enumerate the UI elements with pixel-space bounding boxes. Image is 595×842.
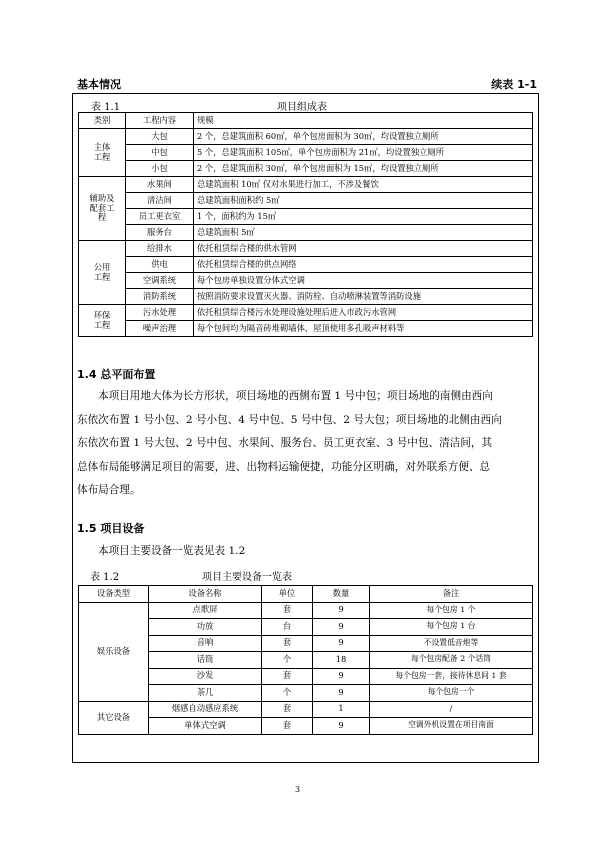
table-row <box>79 701 533 718</box>
table-header-row <box>79 113 533 129</box>
desc-cell: 每个包间均为隔音砖堆砌墙体，屋顶使用多孔吸声材料等 <box>194 321 533 337</box>
item-cell: 空调系统 <box>126 273 194 289</box>
desc-cell: 依托租赁综合楼的供水管网 <box>194 241 533 257</box>
header-left: 基本情况 <box>77 78 121 91</box>
equipment-unit-cell: 套 <box>262 668 313 685</box>
equipment-type-cell: 娱乐设备 <box>79 602 149 701</box>
equipment-qty-cell: 9 <box>313 718 370 735</box>
section-1-4-paragraph <box>77 385 533 503</box>
paragraph-line: 总体布局能够满足项目的需要，进、出物料运输便捷，功能分区明确，对外联系方便、总 <box>77 460 491 473</box>
category-cell: 公用 工程 <box>79 241 126 305</box>
equipment-unit-cell: 套 <box>262 602 313 619</box>
equipment-name-cell: 茶几 <box>149 685 262 702</box>
equipment-unit-cell: 个 <box>262 652 313 669</box>
paragraph-line: 体布局合理。 <box>77 484 141 496</box>
equipment-note-cell: 每个包房 1 台 <box>370 619 533 636</box>
section-1-5-title: 1.5 项目设备 <box>77 522 145 535</box>
equipment-qty-cell: 9 <box>313 635 370 652</box>
desc-cell: 1 个，面积约为 15㎡ <box>194 209 533 225</box>
equipment-unit-cell: 套 <box>262 635 313 652</box>
equipment-unit-cell: 套 <box>262 718 313 735</box>
item-cell: 小包 <box>126 161 194 177</box>
item-cell: 中包 <box>126 145 194 161</box>
equipment-name-cell: 烟感自动感应系统 <box>149 701 262 718</box>
table-header-row <box>79 586 533 603</box>
table-row <box>79 305 533 321</box>
category-cell: 环保 工程 <box>79 305 126 337</box>
desc-cell: 每个包房单独设置分体式空调 <box>194 273 533 289</box>
equipment-note-cell: / <box>370 701 533 718</box>
table-header-cell: 设备名称 <box>149 586 262 603</box>
item-cell: 供电 <box>126 257 194 273</box>
section-1-4-title: 1.4 总平面布置 <box>77 368 156 381</box>
equipment-note-cell: 空调外机设置在项目南面 <box>370 718 533 735</box>
category-cell: 辅助及 配套工 程 <box>79 177 126 241</box>
table-row <box>79 225 533 241</box>
equipment-name-cell: 功放 <box>149 619 262 636</box>
table-header-cell: 设备类型 <box>79 586 149 603</box>
table-header-cell: 工程内容 <box>126 113 194 129</box>
paragraph-line: 东依次布置 1 号大包、2 号中包、水果间、服务台、员工更衣室、3 号中包、清洁间，其 <box>77 437 493 449</box>
table-header-cell: 类别 <box>79 113 126 129</box>
header-right: 续表 1-1 <box>491 78 537 91</box>
table-row <box>79 129 533 145</box>
table-row <box>79 273 533 289</box>
equipment-unit-cell: 套 <box>262 701 313 718</box>
table-row <box>79 209 533 225</box>
equipment-note-cell: 不设置低音炮等 <box>370 635 533 652</box>
item-cell: 给排水 <box>126 241 194 257</box>
equipment-name-cell: 点歌屏 <box>149 602 262 619</box>
table-header-cell: 单位 <box>262 586 313 603</box>
table-row <box>79 161 533 177</box>
table-row <box>79 145 533 161</box>
equipment-note-cell: 每个包房 1 个 <box>370 602 533 619</box>
table-row <box>79 321 533 337</box>
project-composition-table <box>78 112 533 337</box>
table2-caption-title: 项目主要设备一览表 <box>202 572 292 583</box>
equipment-qty-cell: 9 <box>313 619 370 636</box>
equipment-name-cell: 单体式空调 <box>149 718 262 735</box>
table-row <box>79 177 533 193</box>
table-row <box>79 289 533 305</box>
item-cell: 大包 <box>126 129 194 145</box>
item-cell: 员工更衣室 <box>126 209 194 225</box>
item-cell: 污水处理 <box>126 305 194 321</box>
table-row <box>79 241 533 257</box>
equipment-qty-cell: 1 <box>313 701 370 718</box>
equipment-name-cell: 话筒 <box>149 652 262 669</box>
table2-caption <box>90 568 292 583</box>
equipment-note-cell: 每个包房配备 2 个话筒 <box>370 652 533 669</box>
equipment-table <box>78 585 533 735</box>
equipment-qty-cell: 9 <box>313 602 370 619</box>
item-cell: 消防系统 <box>126 289 194 305</box>
item-cell: 清洁间 <box>126 193 194 209</box>
table-header-cell: 备注 <box>370 586 533 603</box>
table-row <box>79 257 533 273</box>
desc-cell: 2 个，总建筑面积 30㎡，单个包房面积为 15㎡，均设置独立厕所 <box>194 161 533 177</box>
item-cell: 水果间 <box>126 177 194 193</box>
equipment-type-cell: 其它设备 <box>79 701 149 734</box>
equipment-note-cell: 每个包房一套，接待休息间 1 套 <box>370 668 533 685</box>
item-cell: 噪声治理 <box>126 321 194 337</box>
table1-caption-no: 表 1.1 <box>91 102 121 113</box>
table2-caption-no: 表 1.2 <box>90 572 120 583</box>
equipment-unit-cell: 个 <box>262 685 313 702</box>
paragraph-line: 东依次布置 1 号小包、2 号小包、4 号中包、5 号中包、2 号大包；项目场地的北侧由西向 <box>77 413 502 426</box>
table1-caption-title: 项目组成表 <box>277 102 327 113</box>
category-cell: 主体 工程 <box>79 129 126 177</box>
table-header-cell: 数量 <box>313 586 370 603</box>
equipment-name-cell: 沙发 <box>149 668 262 685</box>
section-1-5-intro: 本项目主要设备一览表见表 1.2 <box>98 545 246 557</box>
desc-cell: 依托租赁综合楼的供点网络 <box>194 257 533 273</box>
desc-cell: 2 个，总建筑面积 60㎡，单个包房面积为 30㎡，均设置独立厕所 <box>194 129 533 145</box>
page-number: 3 <box>294 785 301 794</box>
desc-cell: 总建筑面积 5㎡ <box>194 225 533 241</box>
paragraph-line: 本项目用地大体为长方形状，项目场地的西侧布置 1 号中包；项目场地的南侧由西向 <box>98 390 493 402</box>
equipment-unit-cell: 台 <box>262 619 313 636</box>
equipment-qty-cell: 9 <box>313 685 370 702</box>
item-cell: 服务台 <box>126 225 194 241</box>
desc-cell: 总建筑面积 10㎡ 仅对水果进行加工，不涉及餐饮 <box>194 177 533 193</box>
equipment-qty-cell: 18 <box>313 652 370 669</box>
desc-cell: 总建筑面积面积约 5㎡ <box>194 193 533 209</box>
equipment-note-cell: 每个包房一个 <box>370 685 533 702</box>
table1-caption <box>91 98 327 113</box>
desc-cell: 5 个，总建筑面积 105㎡，单个包房面积为 21㎡，均设置独立厕所 <box>194 145 533 161</box>
equipment-qty-cell: 9 <box>313 668 370 685</box>
table-row <box>79 193 533 209</box>
desc-cell: 依托租赁综合楼污水处理设施处理后进入市政污水管网 <box>194 305 533 321</box>
table-row <box>79 602 533 619</box>
equipment-name-cell: 音响 <box>149 635 262 652</box>
desc-cell: 按照消防要求设置灭火器、消防栓、自动喷淋装置等消防设施 <box>194 289 533 305</box>
table-header-cell: 规模 <box>194 113 533 129</box>
